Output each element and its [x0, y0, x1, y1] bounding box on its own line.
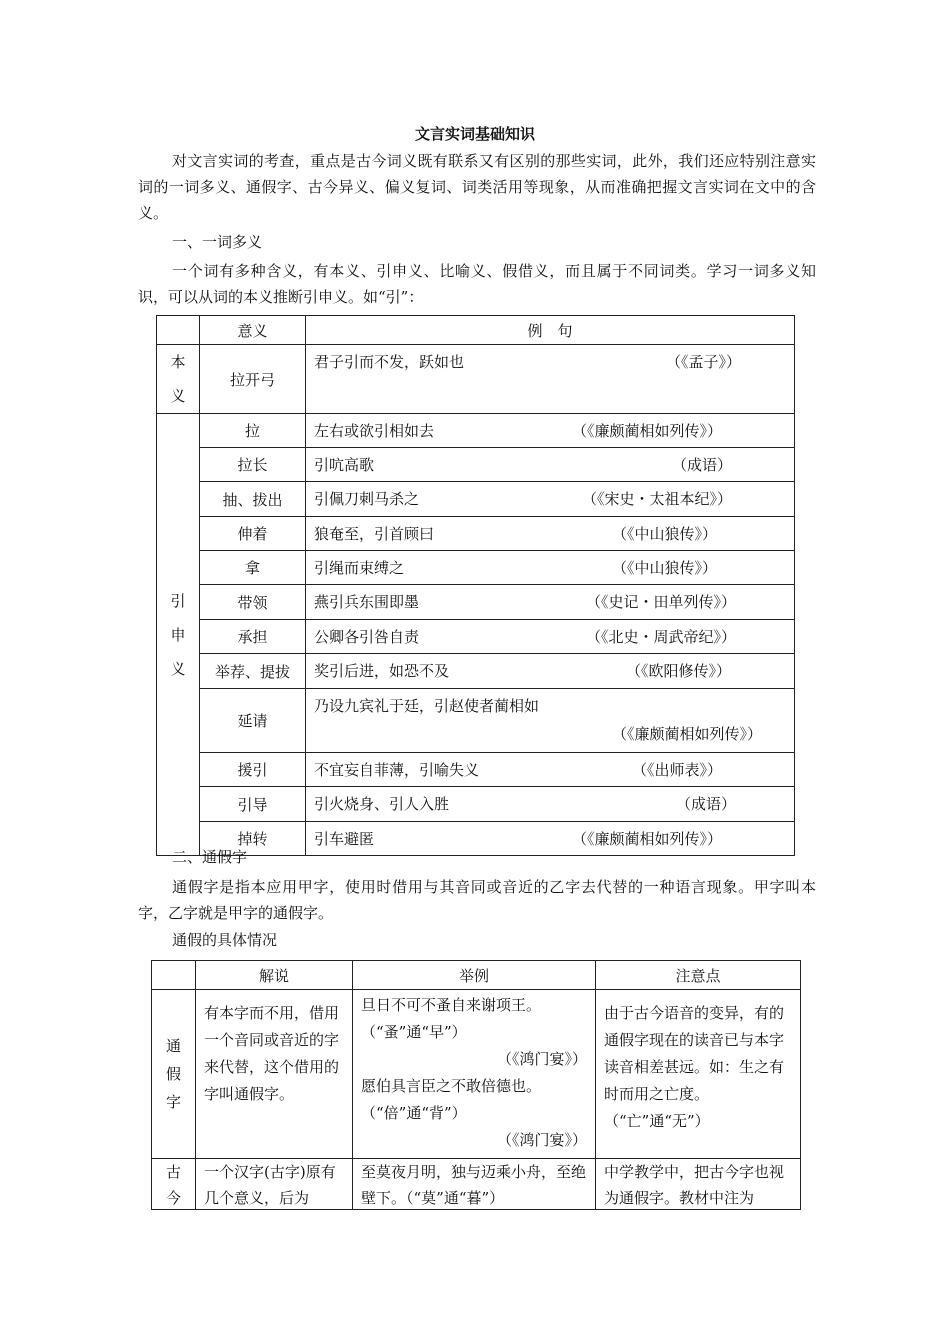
- example-source: （《廉颇蔺相如列传》）: [572, 422, 723, 440]
- example-text: 燕引兵东围即墨: [314, 593, 420, 611]
- example-source: （《鸿门宴》）: [496, 1131, 587, 1149]
- section2-subheading: 通假的具体情况: [172, 931, 278, 949]
- intro-paragraph: 对文言实词的考查，重点是古今词义既有联系又有区别的那些实词，此外，我们还应特别注意实词的一词多义、通假字、古今异义、偏义复词、词类活用等现象，从而准确把握文言实词在文中的含义。: [138, 152, 816, 222]
- example-source: （《欧阳修传》）: [626, 662, 732, 680]
- example-cell: [306, 654, 795, 689]
- table-row: [157, 345, 795, 414]
- table-row: [157, 585, 795, 620]
- example-cell: [306, 414, 795, 448]
- example-source: （《廉颇蔺相如列传》）: [572, 830, 723, 848]
- table-header-row: [157, 316, 795, 345]
- document-title: 文言实词基础知识: [414, 125, 535, 143]
- example-source: （《孟子》）: [666, 353, 742, 371]
- row-group-label: [157, 584, 199, 686]
- sense-cell: 举荐、提拔: [200, 654, 306, 689]
- sense-cell: 伸着: [200, 517, 306, 551]
- table-header: 意义: [200, 316, 306, 345]
- benyi-label: [157, 345, 200, 414]
- example-cell: [306, 787, 795, 822]
- example-text: 公卿各引咎自责: [314, 628, 420, 646]
- example-cell: [306, 448, 795, 482]
- explain-text: 一个汉字(古字)原有几个意义，后为: [204, 1163, 336, 1207]
- table-header-corner: [157, 316, 200, 345]
- sense-cell: 拿: [200, 551, 306, 585]
- example-cell: [306, 345, 795, 414]
- table-row: [157, 448, 795, 482]
- sense-cell: 援引: [200, 753, 306, 787]
- row-group-label: [152, 1159, 195, 1209]
- sense-cell: 拉: [200, 414, 306, 448]
- example-cell: [306, 689, 795, 753]
- sense-cell: 引导: [200, 787, 306, 822]
- table-row: [157, 787, 795, 822]
- vertical-label-char: 义: [170, 659, 186, 678]
- example-cell: [306, 753, 795, 787]
- example-cell: [306, 482, 795, 517]
- table-row: [157, 654, 795, 689]
- example-cell: [306, 620, 795, 654]
- example-text: 引车避匿: [314, 830, 375, 848]
- explain-cell: [196, 1159, 353, 1210]
- explain-cell: [196, 990, 353, 1159]
- gujin-label: [152, 1159, 196, 1210]
- section1-heading: 一、一词多义: [172, 233, 263, 251]
- table-row: [152, 1159, 801, 1210]
- note-text: 中学教学中，把古今字也视为通假字。教材中注为: [604, 1163, 785, 1207]
- sense-cell: 拉开弓: [200, 345, 306, 414]
- example-cell: [353, 990, 596, 1159]
- example-text: 旦日不可不蚤自来谢项王。（“蚤”通“早”）: [361, 996, 542, 1041]
- example-text: 愿伯具言臣之不敢倍德也。（“倍”通“背”）: [361, 1077, 542, 1122]
- example-source: （《中山狼传》）: [612, 525, 718, 543]
- example-source: （《北史・周武帝纪》）: [586, 628, 737, 646]
- example-text: 不宜妄自菲薄，引喻失义: [314, 761, 480, 779]
- example-source: （《廉颇蔺相如列传》）: [612, 725, 763, 743]
- section2-heading: 二、通假字: [172, 848, 248, 866]
- table-header: 解说: [196, 961, 353, 990]
- example-text: 至莫夜月明，独与迈乘小舟，至绝壁下。（“莫”通“暮”）: [361, 1163, 587, 1207]
- table-header-corner: [152, 961, 196, 990]
- table-row: [157, 517, 795, 551]
- example-source: （《出师表》）: [632, 761, 723, 779]
- table-row: [157, 822, 795, 856]
- example-text: 引佩刀刺马杀之: [314, 490, 420, 508]
- vertical-label-char: 字: [165, 1093, 181, 1111]
- example-text: 君子引而不发，跃如也: [314, 353, 465, 371]
- polysemy-table: [156, 315, 795, 856]
- example-cell: [306, 822, 795, 856]
- example-cell: [306, 585, 795, 620]
- table-row: [157, 414, 795, 448]
- table-row: [157, 551, 795, 585]
- tongjia-table: [151, 960, 801, 1210]
- vertical-label-char: 今: [165, 1189, 181, 1207]
- sense-cell: 承担: [200, 620, 306, 654]
- section2-text: 通假字是指本应用甲字，使用时借用与其音同或音近的乙字去代替的一种语言现象。甲字叫本字，乙字就是甲字的通假字。: [138, 878, 816, 922]
- example-text: 奖引后进，如恐不及: [314, 662, 450, 680]
- example-source: （成语）: [672, 456, 733, 474]
- note-cell: [596, 1159, 801, 1210]
- table-header: 注意点: [596, 961, 801, 990]
- example-source: （《中山狼传》）: [612, 559, 718, 577]
- tongjia-label: [152, 990, 196, 1159]
- example-source: （《鸿门宴》）: [496, 1050, 587, 1068]
- example-text: 狼奄至，引首顾曰: [314, 525, 435, 543]
- table-row: [157, 753, 795, 787]
- sense-cell: 抽、拔出: [200, 482, 306, 517]
- example-text: 引绳而束缚之: [314, 559, 405, 577]
- table-header: 例 句: [306, 316, 795, 345]
- example-source: （《史记・田单列传》）: [586, 593, 737, 611]
- example-text: 左右或欲引相如去: [314, 422, 435, 440]
- example-text: 乃设九宾礼于廷，引赵使者蔺相如: [314, 697, 540, 715]
- example-text: 引火烧身、引人入胜: [314, 795, 450, 813]
- example-cell: [353, 1159, 596, 1210]
- table-header-row: [152, 961, 801, 990]
- table-row: [157, 482, 795, 517]
- vertical-label-char: 申: [170, 625, 186, 644]
- row-group-label: [152, 1032, 195, 1116]
- vertical-label-char: 假: [165, 1065, 181, 1083]
- example-text: 引吭高歌: [314, 456, 375, 474]
- example-source: （成语）: [676, 795, 737, 813]
- sense-cell: 掉转: [200, 822, 306, 856]
- sense-cell: 延请: [200, 689, 306, 753]
- vertical-label-char: 义: [170, 387, 186, 405]
- vertical-label-char: 引: [170, 591, 186, 610]
- sense-cell: 拉长: [200, 448, 306, 482]
- vertical-label-char: 通: [165, 1037, 181, 1055]
- note-text: 由于古今语音的变异，有的通假字现在的读音已与本字读音相差甚远。如：生之有时而用之亡度。（“亡”通“无”）: [604, 1004, 785, 1130]
- row-group-label: [157, 345, 199, 413]
- table-row: [152, 990, 801, 1159]
- sense-cell: 带领: [200, 585, 306, 620]
- note-cell: [596, 990, 801, 1159]
- example-cell: [306, 517, 795, 551]
- table-row: [157, 689, 795, 753]
- table-header: 举例: [353, 961, 596, 990]
- example-source: （《宋史・太祖本纪》）: [582, 490, 733, 508]
- yinshen-label: [157, 414, 200, 856]
- section1-text: 一个词有多种含义，有本义、引申义、比喻义、假借义，而且属于不同词类。学习一词多义知识，可以从词的本义推断引申义。如“引”：: [138, 262, 816, 306]
- vertical-label-char: 古: [165, 1163, 181, 1181]
- example-cell: [306, 551, 795, 585]
- vertical-label-char: 本: [170, 353, 186, 371]
- explain-text: 有本字而不用，借用一个音同或音近的字来代替，这个借用的字叫通假字。: [204, 1004, 340, 1103]
- table-row: [157, 620, 795, 654]
